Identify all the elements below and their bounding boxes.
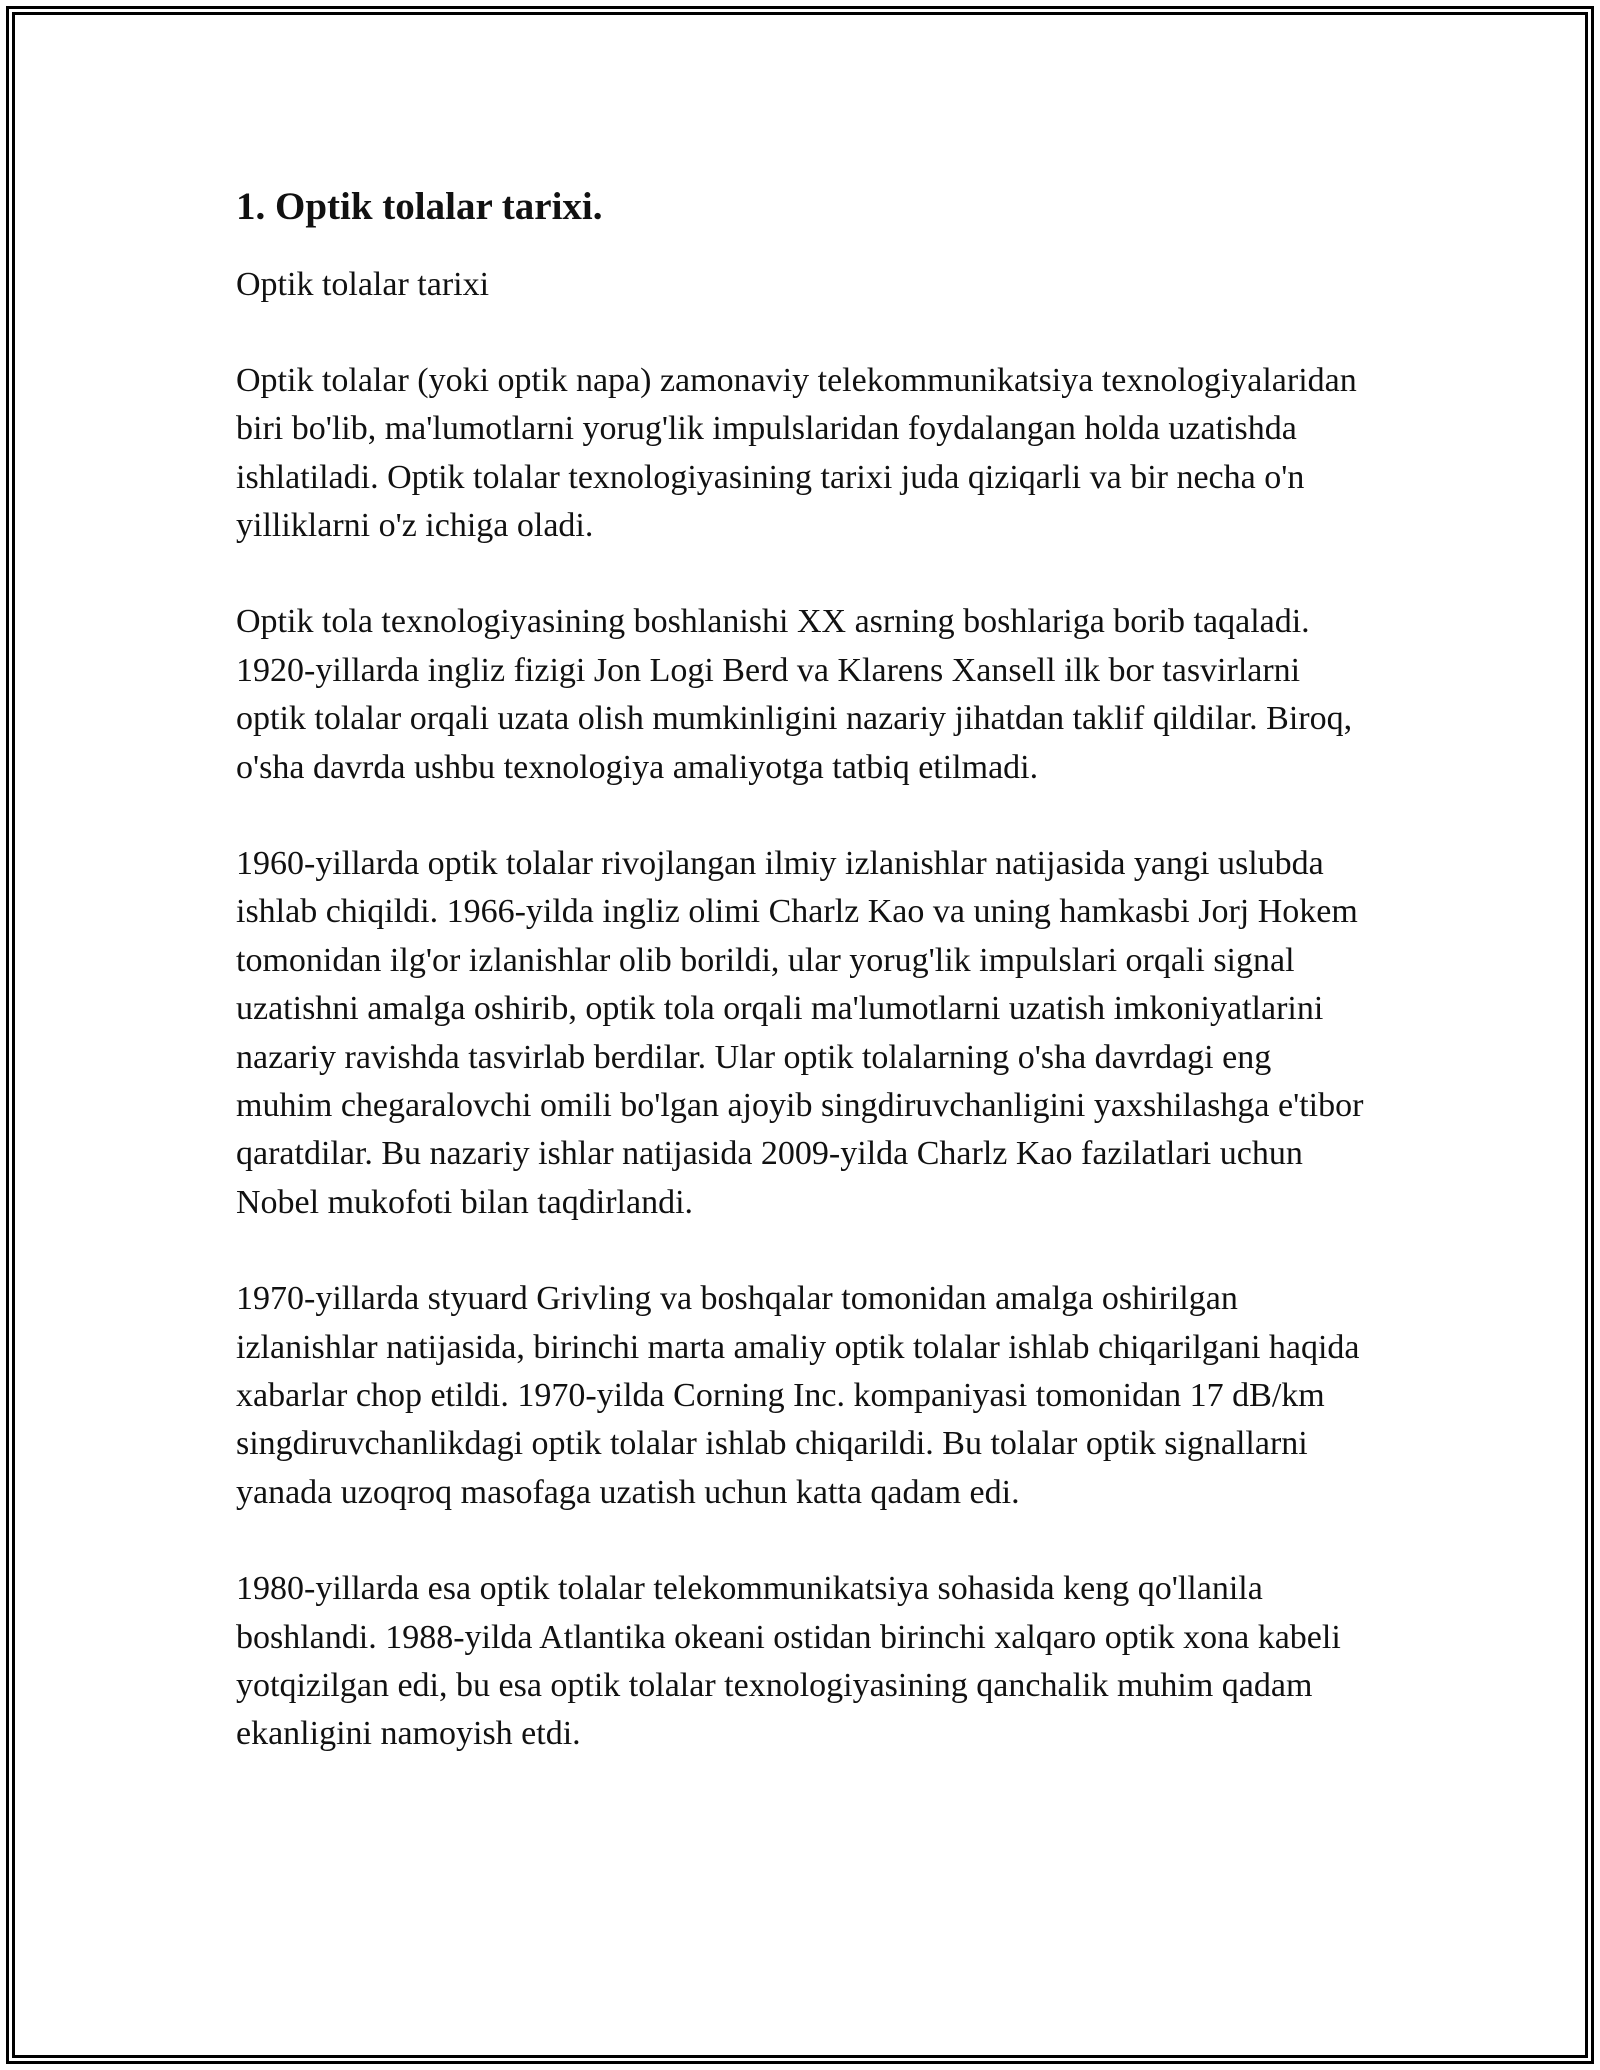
paragraph-1960s: 1960-yillarda optik tolalar rivojlangan ilmiy izlanishlar natijasida yangi uslubda ishlab chiqildi. 1966-yilda ingliz olimi Charlz Kao va uning hamkasbi Jorj Hokem tomonidan ilg'or izlanishlar olib borildi, ular yorug'lik impulslari orqali signal uzatishni amalga oshirib, optik tola orqali ma'lumotlarni uzatish imkoniyatlarini nazariy ravishda tasvirlab berdilar. Ular optik tolalarning o'sha davrdagi eng muhim chegaralovchi omili bo'lgan ajoyib singdiruvchanligini yaxshilashga e'tibor qaratdilar. Bu nazariy ishlar natijasida 2009-yilda Charlz Kao fazilatlari uchun Nobel mukofoti bilan taqdirlandi.: [236, 844, 1364, 1221]
paragraph-intro: Optik tolalar (yoki optik napa) zamonaviy telekommunikatsiya texnologiyalaridan biri bo'lib, ma'lumotlarni yorug'lik impulslaridan foydalangan holda uzatishda ishlatiladi. Optik tolalar texnologiyasining tarixi juda qiziqarli va bir necha o'n yilliklarni o'z ichiga oladi.: [236, 361, 1357, 544]
paragraph-1980s: 1980-yillarda esa optik tolalar telekommunikatsiya sohasida keng qo'llanila boshlandi. 1988-yilda Atlantika okeani ostidan birinchi xalqaro optik xona kabeli yotqizilgan edi, bu esa optik tolalar texnologiyasining qanchalik muhim qadam ekanligini namoyish etdi.: [236, 1570, 1341, 1753]
section-subtitle: Optik tolalar tarixi: [236, 265, 490, 303]
paragraph-origins: Optik tola texnologiyasining boshlanishi XX asrning boshlariga borib taqaladi. 1920-yillarda ingliz fizigi Jon Logi Berd va Klarens Xansell ilk bor tasvirlarni optik tolalar orqali uzata olish mumkinligini nazariy jihatdan taklif qildilar. Biroq, o'sha davrda ushbu texnologiya amaliyotga tatbiq etilmadi.: [236, 603, 1353, 786]
document-body: [236, 182, 1376, 1807]
paragraph-1970s: 1970-yillarda styuard Grivling va boshqalar tomonidan amalga oshirilgan izlanishlar natijasida, birinchi marta amaliy optik tolalar ishlab chiqarilgani haqida xabarlar chop etildi. 1970-yilda Corning Inc. kompaniyasi tomonidan 17 dB/km singdiruvchanlikdagi optik tolalar ishlab chiqarildi. Bu tolalar optik signallarni yanada uzoqroq masofaga uzatish uchun katta qadam edi.: [236, 1280, 1360, 1511]
page-title: 1. Optik tolalar tarixi.: [236, 185, 603, 228]
